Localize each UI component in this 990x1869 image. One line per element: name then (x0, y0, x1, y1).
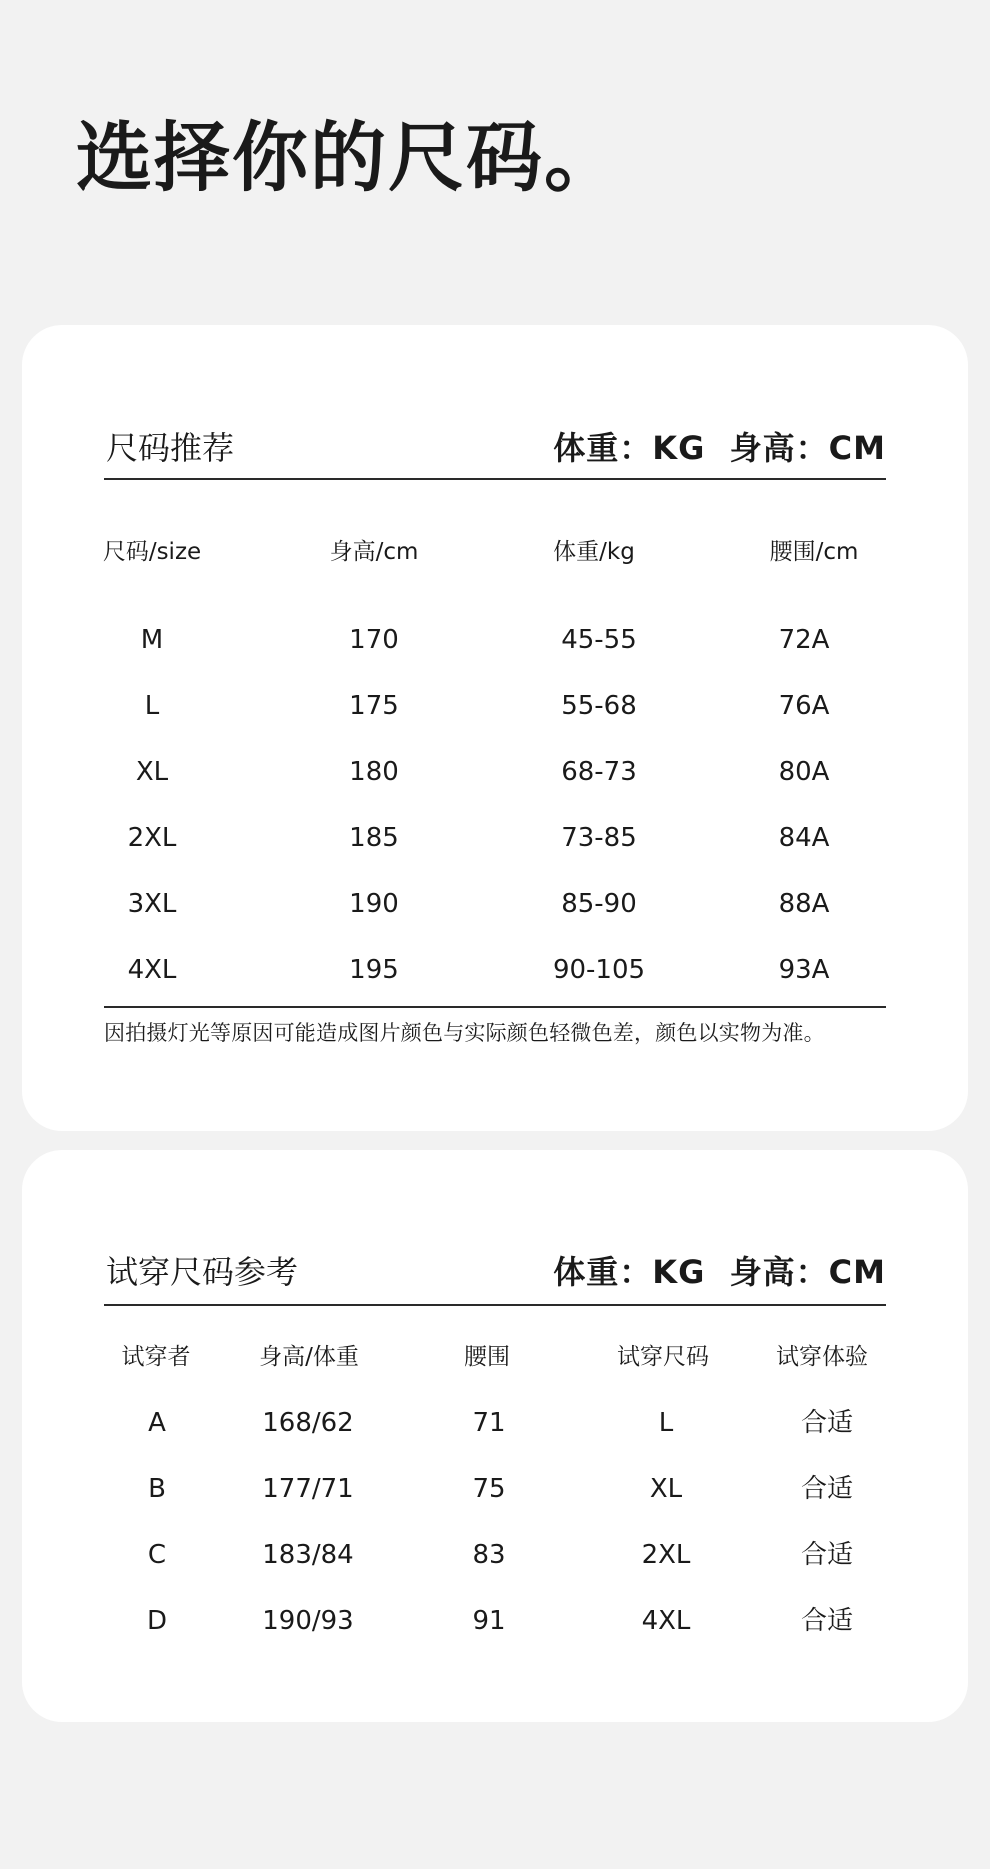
size-cell: 2XL (641, 1540, 691, 1570)
size-cell: XL (649, 1474, 683, 1504)
column-header: 腰围 (464, 1344, 510, 1370)
size-chart-header (104, 420, 886, 480)
fitting-column-headers (22, 1337, 968, 1377)
color-disclaimer: 因拍摄灯光等原因可能造成图片颜色与实际颜色轻微色差，颜色以实物为准。 (104, 1021, 825, 1045)
waist-cell: 84A (778, 823, 830, 853)
waist-cell: 93A (778, 955, 830, 985)
column-header: 腰围/cm (769, 539, 859, 565)
table-row (22, 1535, 968, 1575)
weight-unit: 体重：KG (553, 429, 706, 467)
height-weight-cell: 183/84 (262, 1540, 354, 1570)
waist-cell: 91 (472, 1606, 506, 1636)
tester-cell: D (146, 1606, 168, 1636)
table-row (22, 752, 968, 792)
weight-cell: 73-85 (561, 823, 637, 853)
column-header: 体重/kg (553, 539, 635, 565)
column-header: 尺码/size (102, 539, 202, 565)
size-cell: 2XL (127, 823, 177, 853)
waist-cell: 76A (778, 691, 830, 721)
size-chart-column-headers (22, 532, 968, 572)
height-cell: 170 (349, 625, 399, 655)
column-header: 试穿体验 (776, 1344, 868, 1370)
size-cell: L (144, 691, 160, 721)
table-row (22, 620, 968, 660)
table-row (22, 686, 968, 726)
height-cell: 195 (349, 955, 399, 985)
tester-cell: A (148, 1408, 166, 1438)
height-weight-cell: 168/62 (262, 1408, 354, 1438)
height-weight-cell: 190/93 (262, 1606, 354, 1636)
weight-cell: 85-90 (561, 889, 637, 919)
experience-cell: 合适 (800, 1606, 854, 1636)
page-title: 选择你的尺码。 (76, 113, 622, 202)
size-cell: M (140, 625, 164, 655)
weight-cell: 45-55 (561, 625, 637, 655)
column-header: 身高/体重 (259, 1344, 359, 1370)
size-cell: 3XL (127, 889, 177, 919)
size-cell: XL (135, 757, 169, 787)
height-unit: 身高：CM (729, 1253, 886, 1291)
table-divider (104, 1006, 886, 1008)
size-cell: L (658, 1408, 674, 1438)
column-header: 试穿者 (121, 1344, 191, 1370)
fitting-reference-title: 试穿尺码参考 (106, 1253, 299, 1291)
column-header: 身高/cm (329, 539, 419, 565)
size-chart-card (22, 325, 968, 1131)
fitting-reference-units (553, 1247, 886, 1293)
table-row (22, 818, 968, 858)
waist-cell: 71 (472, 1408, 506, 1438)
weight-cell: 90-105 (552, 955, 646, 985)
size-chart-units (553, 423, 886, 469)
height-cell: 185 (349, 823, 399, 853)
weight-unit: 体重：KG (553, 1253, 706, 1291)
weight-cell: 68-73 (561, 757, 637, 787)
waist-cell: 83 (472, 1540, 506, 1570)
waist-cell: 72A (778, 625, 830, 655)
height-cell: 190 (349, 889, 399, 919)
tester-cell: B (148, 1474, 166, 1504)
waist-cell: 88A (778, 889, 830, 919)
size-chart-title: 尺码推荐 (106, 429, 235, 467)
experience-cell: 合适 (800, 1474, 854, 1504)
table-row (22, 1403, 968, 1443)
experience-cell: 合适 (800, 1408, 854, 1438)
waist-cell: 80A (778, 757, 830, 787)
column-header: 试穿尺码 (617, 1344, 709, 1370)
tester-cell: C (147, 1540, 167, 1570)
experience-cell: 合适 (800, 1540, 854, 1570)
table-row (22, 1601, 968, 1641)
size-cell: 4XL (641, 1606, 691, 1636)
table-row (22, 884, 968, 924)
fitting-reference-card (22, 1150, 968, 1722)
height-cell: 180 (349, 757, 399, 787)
size-cell: 4XL (127, 955, 177, 985)
fitting-reference-header (104, 1242, 886, 1306)
weight-cell: 55-68 (561, 691, 637, 721)
height-unit: 身高：CM (729, 429, 886, 467)
table-row (22, 1469, 968, 1509)
table-row (22, 950, 968, 990)
waist-cell: 75 (472, 1474, 506, 1504)
height-weight-cell: 177/71 (262, 1474, 354, 1504)
height-cell: 175 (349, 691, 399, 721)
